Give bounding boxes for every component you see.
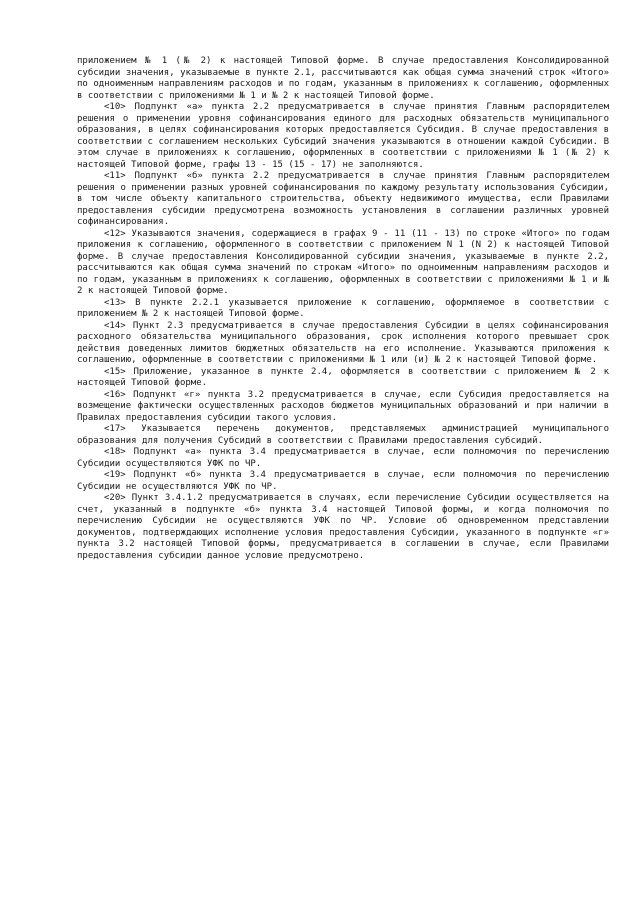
footnote-13: <13> В пункте 2.2.1 указывается приложение к соглашению, оформляемое в соответствии с приложением № 2 к настоящей Типовой форме. [77, 297, 609, 319]
footnote-20: <20> Пункт 3.4.1.2 предусматривается в случаях, если перечисление Субсидии осуществляется на счет, указанный в подпункте «б» пункта 3.4 настоящей Типовой формы, и когда полномочия по перечислению Субсидии не осуществляются УФК по ЧР. Условие об одновременном представлении документов, подтверждающих исполнение условия предоставления Субсидии, указанного в подпункте «г» пункта 3.2 настоящей Типовой формы, предусматривается в соглашении в случае, если Правилами предоставления субсидии данное условие предусмотрено. [77, 493, 609, 561]
footnote-19: <19> Подпункт «б» пункта 3.4 предусматривается в случае, если полномочия по перечислению Субсидии не осуществляются УФК по ЧР. [77, 470, 609, 492]
footnote-17: <17> Указывается перечень документов, представляемых администрацией муниципального образования для получения Субсидий в соответствии с Правилами предоставления субсидий. [77, 424, 609, 446]
footnote-15: <15> Приложение, указанное в пункте 2.4, оформляется в соответствии с приложением № 2 к настоящей Типовой форме. [77, 366, 609, 388]
footnote-10: <10> Подпункт «а» пункта 2.2 предусматривается в случае принятия Главным распорядителем решения о применении уровня софинансирования единого для расходных обязательств муниципального образования, в целях софинансирования которых предоставляется Субсидия. В случае предоставления в соответствии с соглашением нескольких Субсидий значения указываются в отношении каждой Субсидии. В этом случае в приложениях к соглашению, оформленных в соответствии с приложениями № 1 (№ 2) к настоящей Типовой форме, графы 13 - 15 (15 - 17) не заполняются. [77, 102, 609, 170]
footnote-12: <12> Указываются значения, содержащиеся в графах 9 - 11 (11 - 13) по строке «Итого» по годам приложения к соглашению, оформленного в соответствии с приложением N 1 (N 2) к настоящей Типовой форме. В случае предоставления Консолидированной субсидии значения, указываемые в пункте 2.2, рассчитываются как общая сумма значений по строкам «Итого» по одноименным направлениям расходов и по годам, указанным в приложениях к соглашению, оформленных в соответствии с приложениями № 1 и № 2 к настоящей Типовой форме. [77, 228, 609, 296]
footnote-11: <11> Подпункт «б» пункта 2.2 предусматривается в случае принятия Главным распорядителем решения о применении разных уровней софинансирования по каждому результату использования Субсидии, в том числе объекту капитального строительства, объекту недвижимого имущества, если Правилами предоставления субсидии предусмотрена возможность установления в соглашении различных уровней софинансирования. [77, 171, 609, 227]
paragraph-continuation: приложением № 1 (№ 2) к настоящей Типовой форме. В случае предоставления Консолидированной субсидии значения, указываемые в пункте 2.1, рассчитываются как общая сумма значений строк «Итого» по одноименным направлениям расходов и по годам, указанным в приложениях к соглашению, оформленных в соответствии с приложениями № 1 и № 2 к настоящей Типовой форме. [77, 56, 609, 101]
document-page [77, 56, 609, 562]
footnote-14: <14> Пункт 2.3 предусматривается в случае предоставления Субсидии в целях софинансирования расходного обязательства муниципального образования, срок исполнения которого превышает срок действия доведенных лимитов бюджетных обязательств на его исполнение. Указываются приложения к соглашению, оформленные в соответствии с приложениями № 1 или (и) № 2 к настоящей Типовой форме. [77, 320, 609, 365]
footnote-16: <16> Подпункт «г» пункта 3.2 предусматривается в случае, если Субсидия предоставляется на возмещение фактически осуществленных расходов бюджетов муниципальных образований и при наличии в Правилах предоставления субсидии такого условия. [77, 389, 609, 423]
footnote-18: <18> Подпункт «а» пункта 3.4 предусматривается в случае, если полномочия по перечислению Субсидии осуществляются УФК по ЧР. [77, 447, 609, 469]
